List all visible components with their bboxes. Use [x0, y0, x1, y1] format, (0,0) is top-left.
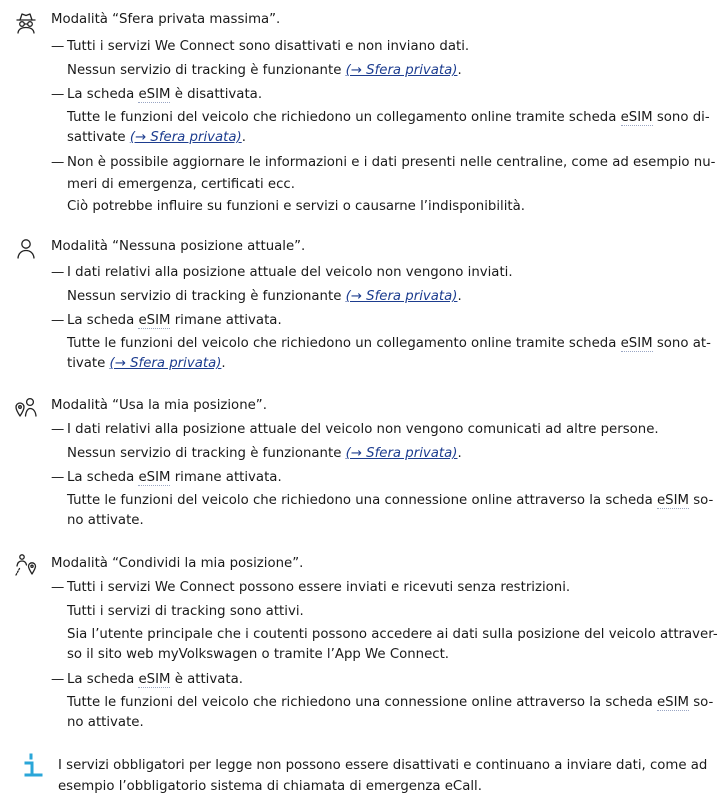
sub-paragraph: Tutte le funzioni del veicolo che richiedono una connessione online attraverso la scheda eSIM so- no attivate. [67, 493, 714, 528]
cross-reference-link[interactable]: (→ Sfera privata) [109, 356, 222, 371]
sub-paragraph: Ciò potrebbe influire su funzioni e servizi o causarne l’indisponibilità. [67, 199, 526, 214]
person-location-icon [14, 395, 38, 419]
cross-reference-link[interactable]: (→ Sfera privata) [345, 446, 458, 461]
cross-reference-link[interactable]: (→ Sfera privata) [345, 63, 458, 78]
sub-paragraph: Tutte le funzioni del veicolo che richiedono un collegamento online tramite scheda eSIM sono at- tivate (→ Sfera privata). [67, 336, 711, 371]
bullet-item: — La scheda eSIM è disattivata. [51, 87, 263, 102]
share-location-icon [14, 553, 38, 577]
sub-paragraph: Sia l’utente principale che i coutenti possono accedere ai dati sulla posizione del veicolo attraver- so il sito web myVolkswagen o tramite l’App We Connect. [67, 627, 718, 662]
bullet-item: — I dati relativi alla posizione attuale del veicolo non vengono inviati. [51, 265, 513, 280]
bullet-item: — Tutti i servizi We Connect sono disattivati e non inviano dati. [51, 39, 470, 54]
section-title: Modalità “Nessuna posizione attuale”. [51, 239, 306, 254]
sub-paragraph: Tutte le funzioni del veicolo che richiedono una connessione online attraverso la scheda eSIM so- no attivate. [67, 695, 714, 730]
person-icon [14, 236, 38, 260]
bullet-item: — La scheda eSIM è attivata. [51, 672, 243, 687]
sub-paragraph: Nessun servizio di tracking è funzionante (→ Sfera privata). [67, 63, 462, 78]
bullet-item: — Non è possibile aggiornare le informazioni e i dati presenti nelle centraline, come ad esempio nu- [51, 155, 716, 170]
info-note: I servizi obbligatori per legge non possono essere disattivati e continuano a inviare dati, come ad esempio l’obbligatorio sistema di chiamata di emergenza eCall. [58, 758, 708, 794]
sub-paragraph: Nessun servizio di tracking è funzionante (→ Sfera privata). [67, 446, 462, 461]
cross-reference-link[interactable]: (→ Sfera privata) [345, 289, 458, 304]
sub-paragraph: Tutte le funzioni del veicolo che richiedono un collegamento online tramite scheda eSIM sono di- sattivate (→ Sfera privata). [67, 110, 710, 145]
incognito-icon [14, 11, 38, 35]
info-icon [22, 753, 44, 779]
bullet-item: — Tutti i servizi We Connect possono essere inviati e ricevuti senza restrizioni. [51, 580, 571, 595]
section-title: Modalità “Usa la mia posizione”. [51, 398, 267, 413]
bullet-continuation: meri di emergenza, certificati ecc. [67, 177, 295, 192]
bullet-item: — La scheda eSIM rimane attivata. [51, 470, 282, 485]
sub-paragraph: Tutti i servizi di tracking sono attivi. [67, 604, 304, 619]
bullet-item: — I dati relativi alla posizione attuale del veicolo non vengono comunicati ad altre persone. [51, 422, 659, 437]
bullet-item: — La scheda eSIM rimane attivata. [51, 313, 282, 328]
section-title: Modalità “Sfera privata massima”. [51, 12, 281, 27]
section-title: Modalità “Condividi la mia posizione”. [51, 556, 304, 571]
sub-paragraph: Nessun servizio di tracking è funzionante (→ Sfera privata). [67, 289, 462, 304]
cross-reference-link[interactable]: (→ Sfera privata) [129, 130, 242, 145]
